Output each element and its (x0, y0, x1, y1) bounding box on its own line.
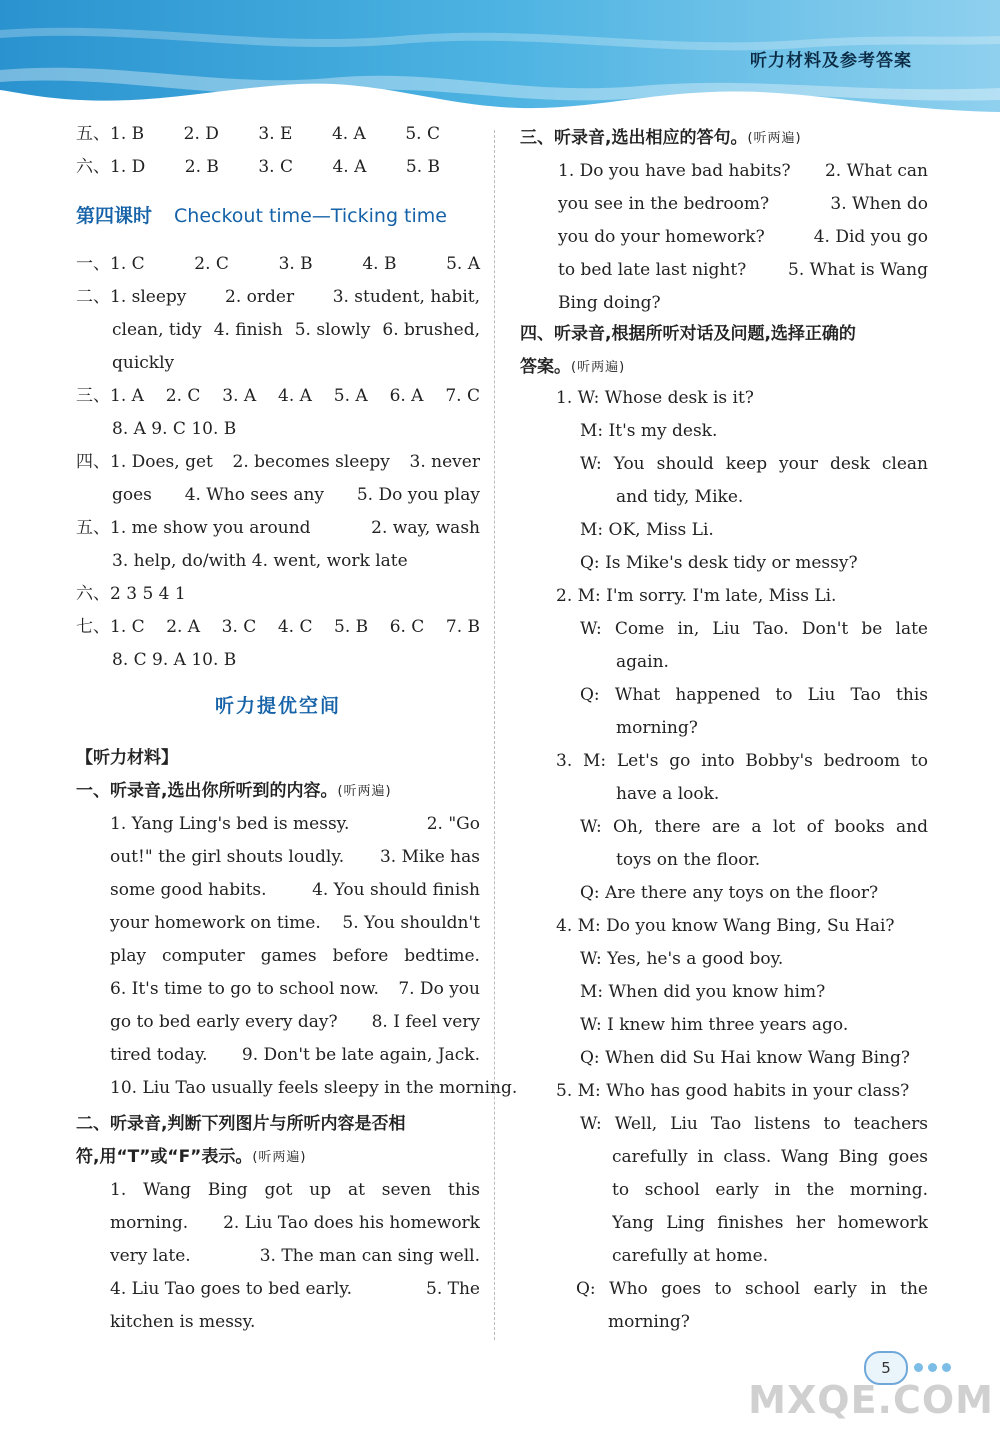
dialogue-text: Yang Ling finishes her homework (612, 1213, 928, 1233)
text-segment: 3. When do (830, 194, 928, 214)
dialogue-line (580, 1042, 928, 1075)
text-segment: 8. I feel very (371, 1012, 480, 1032)
dialogue-text: Q: When did Su Hai know Wang Bing? (580, 1048, 910, 1068)
text-segment: 6. brushed, (382, 320, 480, 340)
text-segment: 1. Do you have bad habits? (558, 161, 791, 181)
right-column (520, 118, 928, 1338)
dialogue-line (580, 679, 928, 712)
answer-row (112, 479, 480, 512)
listening-text-line (558, 155, 928, 188)
answer-item: 4. A (331, 124, 366, 144)
listening-text-line (110, 973, 480, 1006)
dialogue-text: morning? (616, 718, 698, 738)
answer-item: 2. B (184, 157, 219, 177)
text-segment: 2. becomes sleepy (232, 452, 390, 472)
text-segment: 一、1. C (76, 254, 145, 274)
listening-text-line (110, 1039, 480, 1072)
part2-heading: 二、听录音,判断下列图片与所听内容是否相 (76, 1114, 406, 1134)
listening-text-line (110, 1006, 480, 1039)
answer-item: 3. C (258, 157, 293, 177)
answer-row (112, 347, 480, 380)
listening-text-line (110, 1174, 480, 1207)
dialogue-text: 4. M: Do you know Wang Bing, Su Hai? (556, 916, 895, 936)
dialogue-text: M: When did you know him? (580, 982, 826, 1002)
part4-heading: 四、听录音,根据所听对话及问题,选择正确的 (520, 324, 856, 344)
text-segment: your homework on time. (110, 913, 321, 933)
lesson-heading (76, 198, 447, 234)
text-segment: 五、1. me show you around (76, 518, 311, 538)
dialogue-text: W: Come in, Liu Tao. Don't be late (580, 619, 928, 639)
listening-text-line (110, 907, 480, 940)
listening-text-line (558, 287, 928, 320)
dialogue-line (580, 1108, 928, 1141)
dialogue-text: Q: Is Mike's desk tidy or messy? (580, 553, 858, 573)
text-segment: you see in the bedroom? (558, 194, 770, 214)
text-segment: 4. A (278, 386, 312, 406)
answer-row (76, 446, 480, 479)
materials-label: 【听力材料】 (76, 748, 178, 768)
text-segment: 9. Don't be late again, Jack. (241, 1045, 480, 1065)
dialogue-line (556, 1075, 928, 1108)
text-segment: go to bed early every day? (110, 1012, 338, 1032)
dialogue-text: W: Oh, there are a lot of books and (580, 817, 928, 837)
text-segment: 3. A (222, 386, 257, 406)
dialogue-line (556, 745, 928, 778)
dialogue-line (616, 844, 928, 877)
answer-item: 4. A (332, 157, 367, 177)
text-segment: out!" the girl shouts loudly. (110, 847, 345, 867)
answer-row (112, 314, 480, 347)
answer-item: 5. B (405, 157, 440, 177)
text-segment: 3. Mike has (379, 847, 480, 867)
text-segment: 4. Liu Tao goes to bed early. (110, 1279, 353, 1299)
text-segment: 6. It's time to go to school now. (110, 979, 379, 999)
text-segment: kitchen is messy. (110, 1312, 256, 1332)
dialogue-text: carefully in class. Wang Bing goes (612, 1147, 928, 1167)
text-segment: at (347, 1180, 365, 1200)
listening-text-line (110, 808, 480, 841)
text-segment: games (260, 946, 317, 966)
text-segment: 6. C (389, 617, 425, 637)
text-segment: quickly (112, 353, 175, 373)
listening-text-line (110, 874, 480, 907)
dialogue-line (580, 943, 928, 976)
dialogue-line (580, 1009, 928, 1042)
page-dot (928, 1363, 937, 1372)
text-segment: 7. Do you (398, 979, 480, 999)
dialogue-line (612, 1207, 928, 1240)
text-segment: 2. Liu Tao does his homework (223, 1213, 480, 1233)
dialogue-text: 5. M: Who has good habits in your class? (556, 1081, 910, 1101)
text-segment: 2. way, wash (371, 518, 480, 538)
dialogue-text: W: Yes, he's a good boy. (580, 949, 784, 969)
text-segment: 3. help, do/with 4. went, work late (112, 551, 408, 571)
answer-row (76, 512, 480, 545)
text-segment: 10. Liu Tao usually feels sleepy in the morning. (110, 1078, 518, 1098)
text-segment: 4. finish (213, 320, 283, 340)
text-segment: 5. A (333, 386, 368, 406)
page-dot (914, 1363, 923, 1372)
lesson-title: Checkout time—Ticking time (174, 205, 447, 227)
part1-heading: 一、听录音,选出你所听到的内容。 (听两遍) (76, 781, 392, 801)
text-segment: 三、1. A (76, 386, 144, 406)
listening-text-line (558, 254, 928, 287)
dialogue-line (580, 976, 928, 1009)
dialogue-line (580, 811, 928, 844)
dialogue-line (580, 415, 928, 448)
text-segment: morning. (110, 1213, 189, 1233)
listening-text-line (110, 1207, 480, 1240)
part3-heading: 三、听录音,选出相应的答句。 (听两遍) (520, 128, 802, 148)
dialogue-line (616, 646, 928, 679)
text-segment: 5. You shouldn't (342, 913, 480, 933)
answer-row (76, 611, 480, 644)
watermark: MXQE.COM (748, 1378, 994, 1422)
text-segment: 2. order (225, 287, 295, 307)
dialogue-line (612, 1174, 928, 1207)
text-segment: 六、2 3 5 4 1 (76, 584, 186, 604)
dialogue-line (612, 1141, 928, 1174)
text-segment: 2. "Go (426, 814, 480, 834)
dialogue-line (556, 910, 928, 943)
dialogue-line (580, 613, 928, 646)
dialogue-text: 3. M: Let's go into Bobby's bedroom to (556, 751, 928, 771)
dialogue-text: M: OK, Miss Li. (580, 520, 714, 540)
answer-row (76, 281, 480, 314)
dialogue-text: toys on the floor. (616, 850, 761, 870)
dialogue-line (580, 877, 928, 910)
dialogue-line (580, 514, 928, 547)
answer-row (76, 380, 480, 413)
answer-item: 5. C (405, 124, 440, 144)
text-segment: play (110, 946, 147, 966)
answer-item: 2. D (183, 124, 219, 144)
dialogue-text: have a look. (616, 784, 720, 804)
dialogue-line (576, 1273, 928, 1306)
text-segment: some good habits. (110, 880, 267, 900)
text-segment: goes (112, 485, 152, 505)
text-segment: 1. Yang Ling's bed is messy. (110, 814, 350, 834)
dialogue-text: morning? (608, 1312, 690, 1332)
text-segment: 5. Do you play (356, 485, 480, 505)
dialogue-text: 2. M: I'm sorry. I'm late, Miss Li. (556, 586, 837, 606)
part2-heading-cont: 符,用“T”或“F”表示。 (听两遍) (76, 1147, 307, 1167)
listening-text-line (110, 1072, 518, 1105)
text-segment: computer (162, 946, 245, 966)
text-segment: 7. C (445, 386, 480, 406)
text-segment: 8. C 9. A 10. B (112, 650, 237, 670)
text-segment: clean, tidy (112, 320, 202, 340)
text-segment: 5. slowly (294, 320, 371, 340)
text-segment: 5. The (426, 1279, 480, 1299)
text-segment: 2. C (194, 254, 229, 274)
dialogue-text: Q: Are there any toys on the floor? (580, 883, 879, 903)
dialogue-text: Q: Who goes to school early in the (576, 1279, 928, 1299)
dialogue-text: W: Well, Liu Tao listens to teachers (580, 1114, 928, 1134)
text-segment: up (309, 1180, 332, 1200)
answer-item: 3. E (258, 124, 293, 144)
dialogue-text: 1. W: Whose desk is it? (556, 388, 754, 408)
text-segment: 6. A (389, 386, 424, 406)
listening-text-line (558, 188, 928, 221)
answer-row-6 (76, 151, 440, 184)
answer-row (76, 578, 480, 611)
dialogue-line (616, 712, 928, 745)
dialogue-text: W: I knew him three years ago. (580, 1015, 849, 1035)
text-segment: 3. student, habit, (332, 287, 480, 307)
listening-text-line (110, 940, 480, 973)
dialogue-line (580, 547, 928, 580)
text-segment: to bed late last night? (558, 260, 747, 280)
text-segment: 5. What is Wang (788, 260, 928, 280)
answer-row (112, 545, 480, 578)
left-column (76, 118, 518, 1338)
text-segment: 3. B (278, 254, 313, 274)
text-segment: you do your homework? (558, 227, 765, 247)
dialogue-text: again. (616, 652, 669, 672)
text-segment: 2. A (166, 617, 201, 637)
listening-text-line (110, 1273, 480, 1306)
text-segment: Bing doing? (558, 293, 661, 313)
answer-row-5 (76, 118, 440, 151)
text-segment: bedtime. (404, 946, 480, 966)
dialogue-text: and tidy, Mike. (616, 487, 744, 507)
text-segment: seven (381, 1180, 432, 1200)
text-segment: got (264, 1180, 293, 1200)
dialogue-text: to school early in the morning. (612, 1180, 928, 1200)
text-segment: tired today. (110, 1045, 208, 1065)
text-segment: 二、1. sleepy (76, 287, 187, 307)
dialogue-text: M: It's my desk. (580, 421, 718, 441)
answer-row (112, 644, 480, 677)
dialogue-text: carefully at home. (612, 1246, 769, 1266)
text-segment: 3. never (409, 452, 480, 472)
column-divider (494, 130, 495, 1340)
dialogue-text: W: You should keep your desk clean (580, 454, 928, 474)
answer-item: 五、1. B (76, 124, 145, 144)
text-segment: 四、1. Does, get (76, 452, 213, 472)
header-banner (0, 0, 1000, 120)
text-segment: before (332, 946, 389, 966)
text-segment: 4. You should finish (312, 880, 480, 900)
text-segment: 8. A 9. C 10. B (112, 419, 237, 439)
answer-item: 六、1. D (76, 157, 146, 177)
dialogue-line (580, 448, 928, 481)
part4-heading-cont: 答案。 (听两遍) (520, 357, 626, 377)
dialogue-text: Q: What happened to Liu Tao this (580, 685, 928, 705)
dialogue-line (612, 1240, 928, 1273)
listening-text-line (558, 221, 928, 254)
answer-row (76, 248, 480, 281)
text-segment: 4. C (277, 617, 313, 637)
dialogue-line (556, 382, 928, 415)
header-title: 听力材料及参考答案 (750, 51, 912, 71)
page-dot (942, 1363, 951, 1372)
text-segment: 4. Did you go (813, 227, 928, 247)
lesson-label: 第四课时 (76, 205, 153, 227)
text-segment: 7. B (445, 617, 480, 637)
text-segment: this (448, 1180, 480, 1200)
dialogue-line (556, 580, 928, 613)
text-segment: 5. A (446, 254, 480, 274)
text-segment: 2. C (165, 386, 201, 406)
text-segment: 七、1. C (76, 617, 145, 637)
listening-text-line (110, 1240, 480, 1273)
page-number: 5 (864, 1351, 908, 1385)
dialogue-line (616, 778, 928, 811)
text-segment: 4. B (362, 254, 397, 274)
text-segment: 1. (110, 1180, 127, 1200)
text-segment: Bing (207, 1180, 248, 1200)
text-segment: 3. The man can sing well. (259, 1246, 480, 1266)
text-segment: 3. C (221, 617, 257, 637)
text-segment: 5. B (334, 617, 369, 637)
answer-row (112, 413, 480, 446)
text-segment: 2. What can (824, 161, 928, 181)
dialogue-line (608, 1306, 928, 1339)
text-segment: 4. Who sees any (184, 485, 325, 505)
section-title: 听力提优空间 (214, 695, 341, 717)
listening-text-line (110, 1306, 480, 1339)
listening-text-line (110, 841, 480, 874)
text-segment: very late. (110, 1246, 191, 1266)
dialogue-line (616, 481, 928, 514)
text-segment: Wang (143, 1180, 192, 1200)
